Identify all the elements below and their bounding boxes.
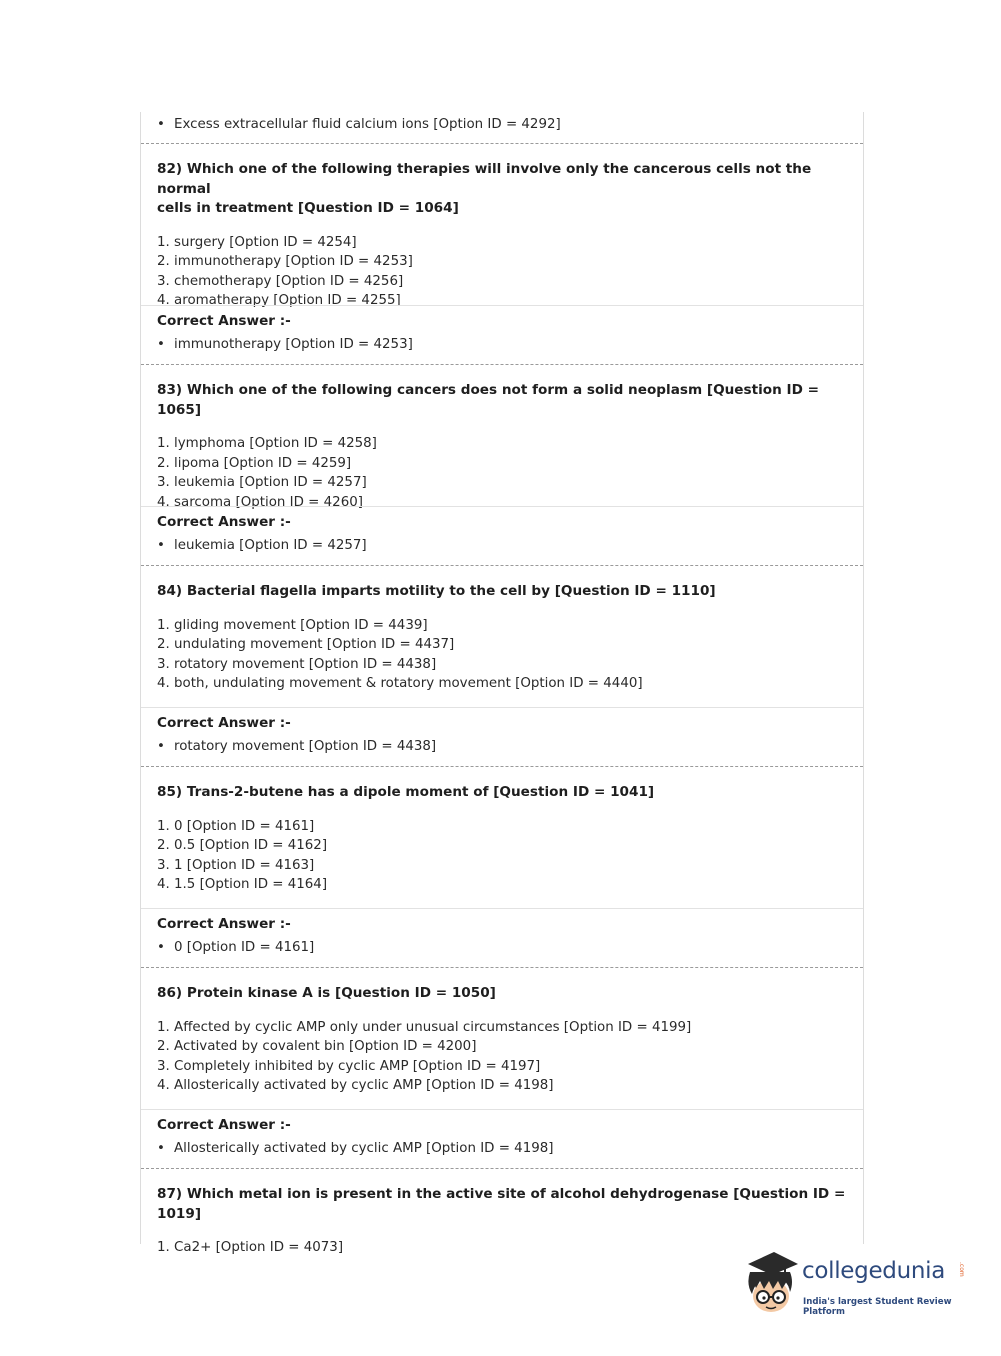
correct-answer-text: leukemia [Option ID = 4257] [174,538,367,553]
option: 4. sarcoma [Option ID = 4260] [157,494,363,510]
correct-answer-label: Correct Answer :- [157,916,291,932]
option: 1. Affected by cyclic AMP only under unusual circumstances [Option ID = 4199] [157,1019,692,1035]
correct-answer-label: Correct Answer :- [157,715,291,731]
logo-dotcom: .com [958,1262,965,1277]
question-title: 87) Which metal ion is present in the active site of alcohol dehydrogenase [Question ID = 1019] [157,1186,846,1222]
section-divider [141,707,863,708]
correct-answer-label: Correct Answer :- [157,514,291,530]
divider [141,1168,863,1169]
correct-answer-85: Correct Answer :- • 0 [Option ID = 4161] [141,915,863,957]
option: 3. rotatory movement [Option ID = 4438] [157,656,437,672]
section-divider [141,908,863,909]
option: 1. gliding movement [Option ID = 4439] [157,617,428,633]
question-title: 83) Which one of the following cancers does not form a solid neoplasm [Question ID = 1065] [157,382,819,418]
section-divider [141,305,863,306]
correct-answer-text: 0 [Option ID = 4161] [174,940,315,955]
question-title: 84) Bacterial flagella imparts motility to the cell by [Question ID = 1110] [157,583,716,599]
option: 3. leukemia [Option ID = 4257] [157,475,367,491]
divider [141,565,863,566]
question-title: 86) Protein kinase A is [Question ID = 1050] [157,985,496,1001]
correct-answer-84: Correct Answer :- • rotatory movement [Option ID = 4438] [141,714,863,756]
correct-answer-text: immunotherapy [Option ID = 4253] [174,337,413,352]
divider [141,364,863,365]
question-87 [141,1185,863,1258]
logo-wordmark: collegedunia [802,1258,946,1284]
option: 2. 0.5 [Option ID = 4162] [157,838,328,854]
correct-answer-text: rotatory movement [Option ID = 4438] [174,739,437,754]
question-86 [141,984,863,1096]
correct-answer-label: Correct Answer :- [157,313,291,329]
option: 2. Activated by covalent bin [Option ID = 4200] [157,1039,477,1055]
option: 1. lymphoma [Option ID = 4258] [157,436,377,451]
exam-sheet [140,112,864,1255]
question-title: 82) Which one of the following therapies will involve only the cancerous cells not the normal [157,161,812,197]
option: 4. both, undulating movement & rotatory movement [Option ID = 4440] [157,676,643,692]
correct-answer-text: Allosterically activated by cyclic AMP [Option ID = 4198] [174,1141,554,1156]
option: 4. 1.5 [Option ID = 4164] [157,877,328,893]
section-divider [141,1109,863,1110]
carryover-answer: • Excess extracellular fluid calcium ions [Option ID = 4292] [157,117,561,132]
option: 3. 1 [Option ID = 4163] [157,857,315,873]
option: 3. chemotherapy [Option ID = 4256] [157,273,404,289]
option: 3. Completely inhibited by cyclic AMP [Option ID = 4197] [157,1058,541,1074]
divider [141,967,863,968]
question-84 [141,582,863,694]
collegedunia-logo [742,1248,972,1320]
question-83 [141,381,863,512]
carryover-answer-text: Excess extracellular fluid calcium ions [Option ID = 4292] [174,117,561,132]
option: 1. Ca2+ [Option ID = 4073] [157,1240,344,1255]
question-title-cont: cells in treatment [Question ID = 1064] [157,200,459,216]
correct-answer-86: Correct Answer :- • Allosterically activated by cyclic AMP [Option ID = 4198] [141,1116,863,1158]
option: 2. undulating movement [Option ID = 4437] [157,637,455,653]
question-title: 85) Trans-2-butene has a dipole moment of [Question ID = 1041] [157,784,655,800]
option: 1. 0 [Option ID = 4161] [157,818,315,834]
option: 2. immunotherapy [Option ID = 4253] [157,254,413,270]
option: 2. lipoma [Option ID = 4259] [157,455,352,471]
section-divider [141,506,863,507]
question-82 [141,160,863,311]
correct-answer-82: Correct Answer :- • immunotherapy [Option ID = 4253] [141,312,863,354]
divider [141,143,863,144]
logo-tagline: India's largest Student Review Platform [803,1297,952,1317]
option: 4. aromatherapy [Option ID = 4255] [157,293,401,309]
divider [141,766,863,767]
question-85 [141,783,863,895]
option: 1. surgery [Option ID = 4254] [157,234,357,250]
correct-answer-83: Correct Answer :- • leukemia [Option ID = 4257] [141,513,863,555]
correct-answer-label: Correct Answer :- [157,1117,291,1133]
mascot-icon [742,1248,802,1320]
option: 4. Allosterically activated by cyclic AMP [Option ID = 4198] [157,1078,554,1094]
